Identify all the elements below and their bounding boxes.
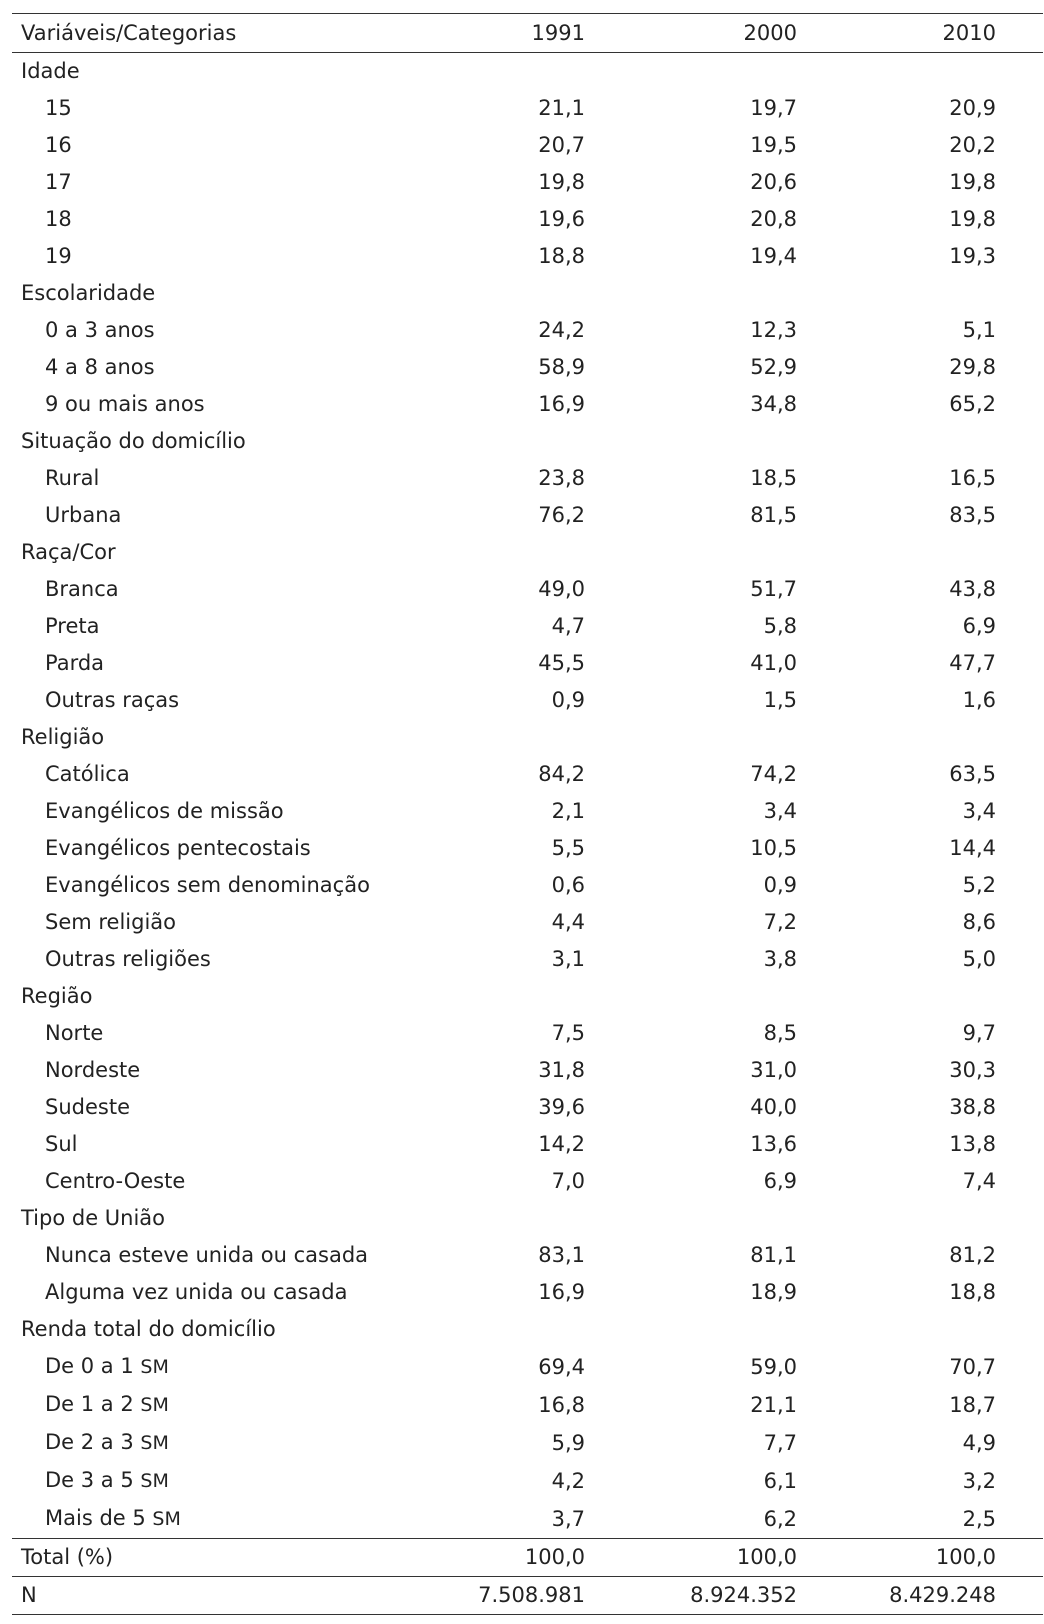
- n-value-1991: 7.508.981: [478, 1583, 585, 1607]
- row-value: 18,8: [538, 244, 585, 268]
- empty-cell: [797, 534, 996, 571]
- row-label-cell: [12, 756, 443, 793]
- row-spacer: [996, 127, 1043, 164]
- row-label-cell: [12, 349, 443, 386]
- row-label: Norte: [45, 1021, 104, 1045]
- empty-cell: [443, 423, 585, 460]
- row-value: 81,5: [750, 503, 797, 527]
- table-row: [12, 645, 1043, 682]
- row-unit: SM: [140, 1356, 169, 1378]
- row-value: 9,7: [962, 1021, 996, 1045]
- n-row: [12, 1577, 1043, 1615]
- empty-cell: [443, 1200, 585, 1237]
- row-unit: SM: [140, 1432, 169, 1454]
- row-value: 18,7: [949, 1392, 996, 1417]
- row-spacer: [996, 571, 1043, 608]
- row-value: 20,7: [538, 133, 585, 157]
- total-value-2000: 100,0: [736, 1545, 797, 1569]
- row-value: 47,7: [949, 651, 996, 675]
- row-label: De 3 a 5: [45, 1468, 134, 1492]
- group-header-row: [12, 275, 1043, 312]
- row-value: 76,2: [538, 503, 585, 527]
- empty-cell: [996, 1311, 1043, 1348]
- row-label: Sem religião: [45, 910, 177, 934]
- row-unit: SM: [152, 1508, 181, 1530]
- table-row: [12, 349, 1043, 386]
- row-label: Mais de 5: [45, 1506, 146, 1530]
- row-label-cell: [12, 571, 443, 608]
- table-row: [12, 127, 1043, 164]
- row-label: Sudeste: [45, 1095, 130, 1119]
- row-value: 4,2: [551, 1468, 585, 1493]
- row-label: 19: [45, 244, 72, 268]
- empty-cell: [797, 978, 996, 1015]
- row-label: Nordeste: [45, 1058, 141, 1082]
- row-spacer: [996, 867, 1043, 904]
- row-value: 19,6: [538, 207, 585, 231]
- header-spacer: [996, 14, 1043, 53]
- row-value: 8,6: [962, 910, 996, 934]
- header-year-1991: 1991: [531, 21, 585, 45]
- table-row: [12, 1386, 1043, 1424]
- table-row: [12, 1424, 1043, 1462]
- row-value: 81,1: [750, 1243, 797, 1267]
- total-value-2010: 100,0: [935, 1545, 996, 1569]
- group-title: Idade: [21, 59, 80, 83]
- row-label-cell: [12, 238, 443, 275]
- group-header-row: [12, 423, 1043, 460]
- row-spacer: [996, 830, 1043, 867]
- header-year-2000: 2000: [743, 21, 797, 45]
- row-value: 5,9: [551, 1430, 585, 1455]
- empty-cell: [443, 978, 585, 1015]
- empty-cell: [996, 719, 1043, 756]
- table-row: [12, 867, 1043, 904]
- row-label-cell: [12, 682, 443, 719]
- row-value: 65,2: [949, 392, 996, 416]
- group-title: Religião: [21, 725, 105, 749]
- row-value: 20,8: [750, 207, 797, 231]
- empty-cell: [585, 1200, 797, 1237]
- row-label-cell: [12, 1089, 443, 1126]
- row-label: 16: [45, 133, 72, 157]
- row-label-cell: [12, 164, 443, 201]
- row-value: 3,4: [962, 799, 996, 823]
- row-label: 15: [45, 96, 72, 120]
- row-spacer: [996, 1348, 1043, 1386]
- row-label-cell: [12, 793, 443, 830]
- table-row: [12, 608, 1043, 645]
- table-row: [12, 90, 1043, 127]
- group-title: Raça/Cor: [21, 540, 116, 564]
- row-value: 40,0: [750, 1095, 797, 1119]
- row-label-cell: [12, 1462, 443, 1500]
- group-header-row: [12, 1311, 1043, 1348]
- row-value: 19,8: [949, 207, 996, 231]
- empty-cell: [996, 53, 1043, 91]
- row-value: 7,4: [962, 1169, 996, 1193]
- row-value: 5,1: [962, 318, 996, 342]
- row-value: 3,8: [763, 947, 797, 971]
- row-spacer: [996, 386, 1043, 423]
- row-label-cell: [12, 127, 443, 164]
- row-value: 34,8: [750, 392, 797, 416]
- row-value: 7,5: [551, 1021, 585, 1045]
- row-value: 69,4: [538, 1354, 585, 1379]
- empty-cell: [443, 534, 585, 571]
- row-value: 16,9: [538, 392, 585, 416]
- row-spacer: [996, 460, 1043, 497]
- table-row: [12, 904, 1043, 941]
- row-value: 18,5: [750, 466, 797, 490]
- row-spacer: [996, 312, 1043, 349]
- row-label-cell: [12, 1424, 443, 1462]
- table-row: [12, 238, 1043, 275]
- row-value: 30,3: [949, 1058, 996, 1082]
- group-title: Renda total do domicílio: [21, 1317, 276, 1341]
- table-body: [12, 53, 1043, 1539]
- row-label: Evangélicos pentecostais: [45, 836, 311, 860]
- row-value: 7,2: [763, 910, 797, 934]
- header-label: Variáveis/Categorias: [21, 21, 237, 45]
- row-value: 3,1: [551, 947, 585, 971]
- row-value: 20,2: [949, 133, 996, 157]
- table-row: [12, 756, 1043, 793]
- row-value: 19,7: [750, 96, 797, 120]
- row-label-cell: [12, 312, 443, 349]
- row-value: 49,0: [538, 577, 585, 601]
- row-value: 3,4: [763, 799, 797, 823]
- table-row: [12, 312, 1043, 349]
- row-label: Evangélicos sem denominação: [45, 873, 370, 897]
- row-spacer: [996, 497, 1043, 534]
- empty-cell: [797, 423, 996, 460]
- group-title: Situação do domicílio: [21, 429, 246, 453]
- table-row: [12, 1500, 1043, 1539]
- row-value: 19,8: [949, 170, 996, 194]
- table-row: [12, 1462, 1043, 1500]
- total-label: Total (%): [21, 1545, 114, 1569]
- row-spacer: [996, 1274, 1043, 1311]
- row-spacer: [996, 90, 1043, 127]
- row-value: 13,8: [949, 1132, 996, 1156]
- row-unit: SM: [140, 1470, 169, 1492]
- row-value: 7,7: [763, 1430, 797, 1455]
- header-year-2010: 2010: [942, 21, 996, 45]
- row-value: 2,1: [551, 799, 585, 823]
- row-label: Centro-Oeste: [45, 1169, 186, 1193]
- row-value: 21,1: [750, 1392, 797, 1417]
- row-value: 31,0: [750, 1058, 797, 1082]
- row-label-cell: [12, 201, 443, 238]
- row-value: 5,8: [763, 614, 797, 638]
- row-value: 0,6: [551, 873, 585, 897]
- row-value: 6,1: [763, 1468, 797, 1493]
- row-value: 2,5: [962, 1506, 996, 1531]
- row-value: 10,5: [750, 836, 797, 860]
- row-spacer: [996, 1462, 1043, 1500]
- row-label: De 1 a 2: [45, 1392, 134, 1416]
- row-value: 19,4: [750, 244, 797, 268]
- row-spacer: [996, 941, 1043, 978]
- empty-cell: [585, 423, 797, 460]
- row-spacer: [996, 645, 1043, 682]
- row-label-cell: [12, 386, 443, 423]
- table-row: [12, 460, 1043, 497]
- row-spacer: [996, 1015, 1043, 1052]
- row-value: 0,9: [763, 873, 797, 897]
- n-value-2010: 8.429.248: [889, 1583, 996, 1607]
- row-label-cell: [12, 1237, 443, 1274]
- table-row: [12, 164, 1043, 201]
- group-title: Região: [21, 984, 93, 1008]
- row-label: Outras raças: [45, 688, 180, 712]
- row-value: 38,8: [949, 1095, 996, 1119]
- empty-cell: [443, 53, 585, 91]
- row-spacer: [996, 238, 1043, 275]
- row-value: 16,9: [538, 1280, 585, 1304]
- row-value: 5,0: [962, 947, 996, 971]
- row-label: 0 a 3 anos: [45, 318, 155, 342]
- row-value: 5,2: [962, 873, 996, 897]
- row-value: 0,9: [551, 688, 585, 712]
- row-label-cell: [12, 1052, 443, 1089]
- row-label-cell: [12, 830, 443, 867]
- row-spacer: [996, 904, 1043, 941]
- row-value: 20,9: [949, 96, 996, 120]
- empty-cell: [585, 1311, 797, 1348]
- row-value: 1,5: [763, 688, 797, 712]
- row-value: 3,7: [551, 1506, 585, 1531]
- table-row: [12, 793, 1043, 830]
- row-value: 20,6: [750, 170, 797, 194]
- row-value: 12,3: [750, 318, 797, 342]
- table-row: [12, 1052, 1043, 1089]
- row-value: 3,2: [962, 1468, 996, 1493]
- n-spacer: [996, 1577, 1043, 1615]
- row-value: 7,0: [551, 1169, 585, 1193]
- empty-cell: [797, 1200, 996, 1237]
- row-value: 83,1: [538, 1243, 585, 1267]
- empty-cell: [996, 275, 1043, 312]
- table-row: [12, 1015, 1043, 1052]
- row-spacer: [996, 1126, 1043, 1163]
- row-spacer: [996, 1424, 1043, 1462]
- row-label-cell: [12, 460, 443, 497]
- empty-cell: [797, 1311, 996, 1348]
- table-row: [12, 201, 1043, 238]
- row-value: 16,8: [538, 1392, 585, 1417]
- empty-cell: [585, 534, 797, 571]
- row-spacer: [996, 1163, 1043, 1200]
- row-value: 6,9: [763, 1169, 797, 1193]
- table-row: [12, 682, 1043, 719]
- row-spacer: [996, 1386, 1043, 1424]
- row-label-cell: [12, 1163, 443, 1200]
- n-value-2000: 8.924.352: [690, 1583, 797, 1607]
- total-value-1991: 100,0: [524, 1545, 585, 1569]
- row-label-cell: [12, 1386, 443, 1424]
- row-value: 39,6: [538, 1095, 585, 1119]
- empty-cell: [585, 53, 797, 91]
- row-value: 21,1: [538, 96, 585, 120]
- row-value: 6,9: [962, 614, 996, 638]
- row-label-cell: [12, 1015, 443, 1052]
- table-row: [12, 1348, 1043, 1386]
- table-row: [12, 386, 1043, 423]
- empty-cell: [797, 275, 996, 312]
- row-value: 19,8: [538, 170, 585, 194]
- group-header-row: [12, 978, 1043, 1015]
- row-value: 24,2: [538, 318, 585, 342]
- empty-cell: [996, 1200, 1043, 1237]
- row-spacer: [996, 1052, 1043, 1089]
- table-row: [12, 497, 1043, 534]
- row-value: 4,7: [551, 614, 585, 638]
- row-label: 18: [45, 207, 72, 231]
- row-value: 43,8: [949, 577, 996, 601]
- group-header-row: [12, 719, 1043, 756]
- table-row: [12, 1274, 1043, 1311]
- row-spacer: [996, 756, 1043, 793]
- row-value: 18,9: [750, 1280, 797, 1304]
- row-value: 41,0: [750, 651, 797, 675]
- table-row: [12, 1163, 1043, 1200]
- row-value: 70,7: [949, 1354, 996, 1379]
- row-label-cell: [12, 1274, 443, 1311]
- row-value: 6,2: [763, 1506, 797, 1531]
- row-spacer: [996, 1237, 1043, 1274]
- row-label-cell: [12, 645, 443, 682]
- table-row: [12, 1089, 1043, 1126]
- table-row: [12, 1237, 1043, 1274]
- row-spacer: [996, 608, 1043, 645]
- row-value: 14,4: [949, 836, 996, 860]
- row-value: 4,9: [962, 1430, 996, 1455]
- row-spacer: [996, 1500, 1043, 1539]
- empty-cell: [996, 534, 1043, 571]
- row-label-cell: [12, 497, 443, 534]
- row-value: 52,9: [750, 355, 797, 379]
- row-spacer: [996, 1089, 1043, 1126]
- group-header-row: [12, 534, 1043, 571]
- row-label-cell: [12, 1348, 443, 1386]
- row-value: 29,8: [949, 355, 996, 379]
- row-value: 81,2: [949, 1243, 996, 1267]
- row-value: 16,5: [949, 466, 996, 490]
- row-label: Preta: [45, 614, 100, 638]
- row-value: 5,5: [551, 836, 585, 860]
- row-spacer: [996, 349, 1043, 386]
- group-header-row: [12, 1200, 1043, 1237]
- row-label: Evangélicos de missão: [45, 799, 284, 823]
- row-value: 19,3: [949, 244, 996, 268]
- row-label: Católica: [45, 762, 130, 786]
- empty-cell: [443, 719, 585, 756]
- row-value: 14,2: [538, 1132, 585, 1156]
- row-value: 13,6: [750, 1132, 797, 1156]
- empty-cell: [585, 719, 797, 756]
- row-spacer: [996, 164, 1043, 201]
- group-title: Escolaridade: [21, 281, 156, 305]
- empty-cell: [797, 53, 996, 91]
- row-value: 74,2: [750, 762, 797, 786]
- row-value: 19,5: [750, 133, 797, 157]
- row-label-cell: [12, 1126, 443, 1163]
- row-label: Rural: [45, 466, 100, 490]
- row-label-cell: [12, 608, 443, 645]
- row-label: Parda: [45, 651, 105, 675]
- row-value: 23,8: [538, 466, 585, 490]
- row-unit: SM: [140, 1394, 169, 1416]
- empty-cell: [996, 978, 1043, 1015]
- group-header-row: [12, 53, 1043, 91]
- row-spacer: [996, 201, 1043, 238]
- row-value: 63,5: [949, 762, 996, 786]
- n-label: N: [21, 1583, 37, 1607]
- row-value: 1,6: [962, 688, 996, 712]
- row-value: 58,9: [538, 355, 585, 379]
- row-label: 9 ou mais anos: [45, 392, 205, 416]
- total-row: [12, 1539, 1043, 1577]
- row-spacer: [996, 793, 1043, 830]
- row-label: De 2 a 3: [45, 1430, 134, 1454]
- row-value: 31,8: [538, 1058, 585, 1082]
- row-label-cell: [12, 904, 443, 941]
- row-label: Urbana: [45, 503, 122, 527]
- empty-cell: [585, 978, 797, 1015]
- row-label: 17: [45, 170, 72, 194]
- row-label: 4 a 8 anos: [45, 355, 155, 379]
- empty-cell: [443, 275, 585, 312]
- row-label-cell: [12, 1500, 443, 1539]
- row-value: 4,4: [551, 910, 585, 934]
- table-row: [12, 1126, 1043, 1163]
- header-row: [12, 14, 1043, 53]
- total-spacer: [996, 1539, 1043, 1577]
- row-value: 83,5: [949, 503, 996, 527]
- row-label: Outras religiões: [45, 947, 211, 971]
- empty-cell: [443, 1311, 585, 1348]
- table-row: [12, 571, 1043, 608]
- table-row: [12, 830, 1043, 867]
- row-value: 51,7: [750, 577, 797, 601]
- data-table-container: [12, 13, 1043, 1615]
- row-value: 8,5: [763, 1021, 797, 1045]
- row-label: De 0 a 1: [45, 1354, 134, 1378]
- row-label-cell: [12, 867, 443, 904]
- empty-cell: [797, 719, 996, 756]
- row-value: 18,8: [949, 1280, 996, 1304]
- row-value: 45,5: [538, 651, 585, 675]
- row-value: 84,2: [538, 762, 585, 786]
- row-value: 59,0: [750, 1354, 797, 1379]
- table-row: [12, 941, 1043, 978]
- row-label: Sul: [45, 1132, 78, 1156]
- empty-cell: [585, 275, 797, 312]
- empty-cell: [996, 423, 1043, 460]
- row-label: Alguma vez unida ou casada: [45, 1280, 348, 1304]
- row-label: Branca: [45, 577, 119, 601]
- group-title: Tipo de União: [21, 1206, 166, 1230]
- data-table: [12, 13, 1043, 1615]
- row-spacer: [996, 682, 1043, 719]
- row-label: Nunca esteve unida ou casada: [45, 1243, 369, 1267]
- row-label-cell: [12, 941, 443, 978]
- row-label-cell: [12, 90, 443, 127]
